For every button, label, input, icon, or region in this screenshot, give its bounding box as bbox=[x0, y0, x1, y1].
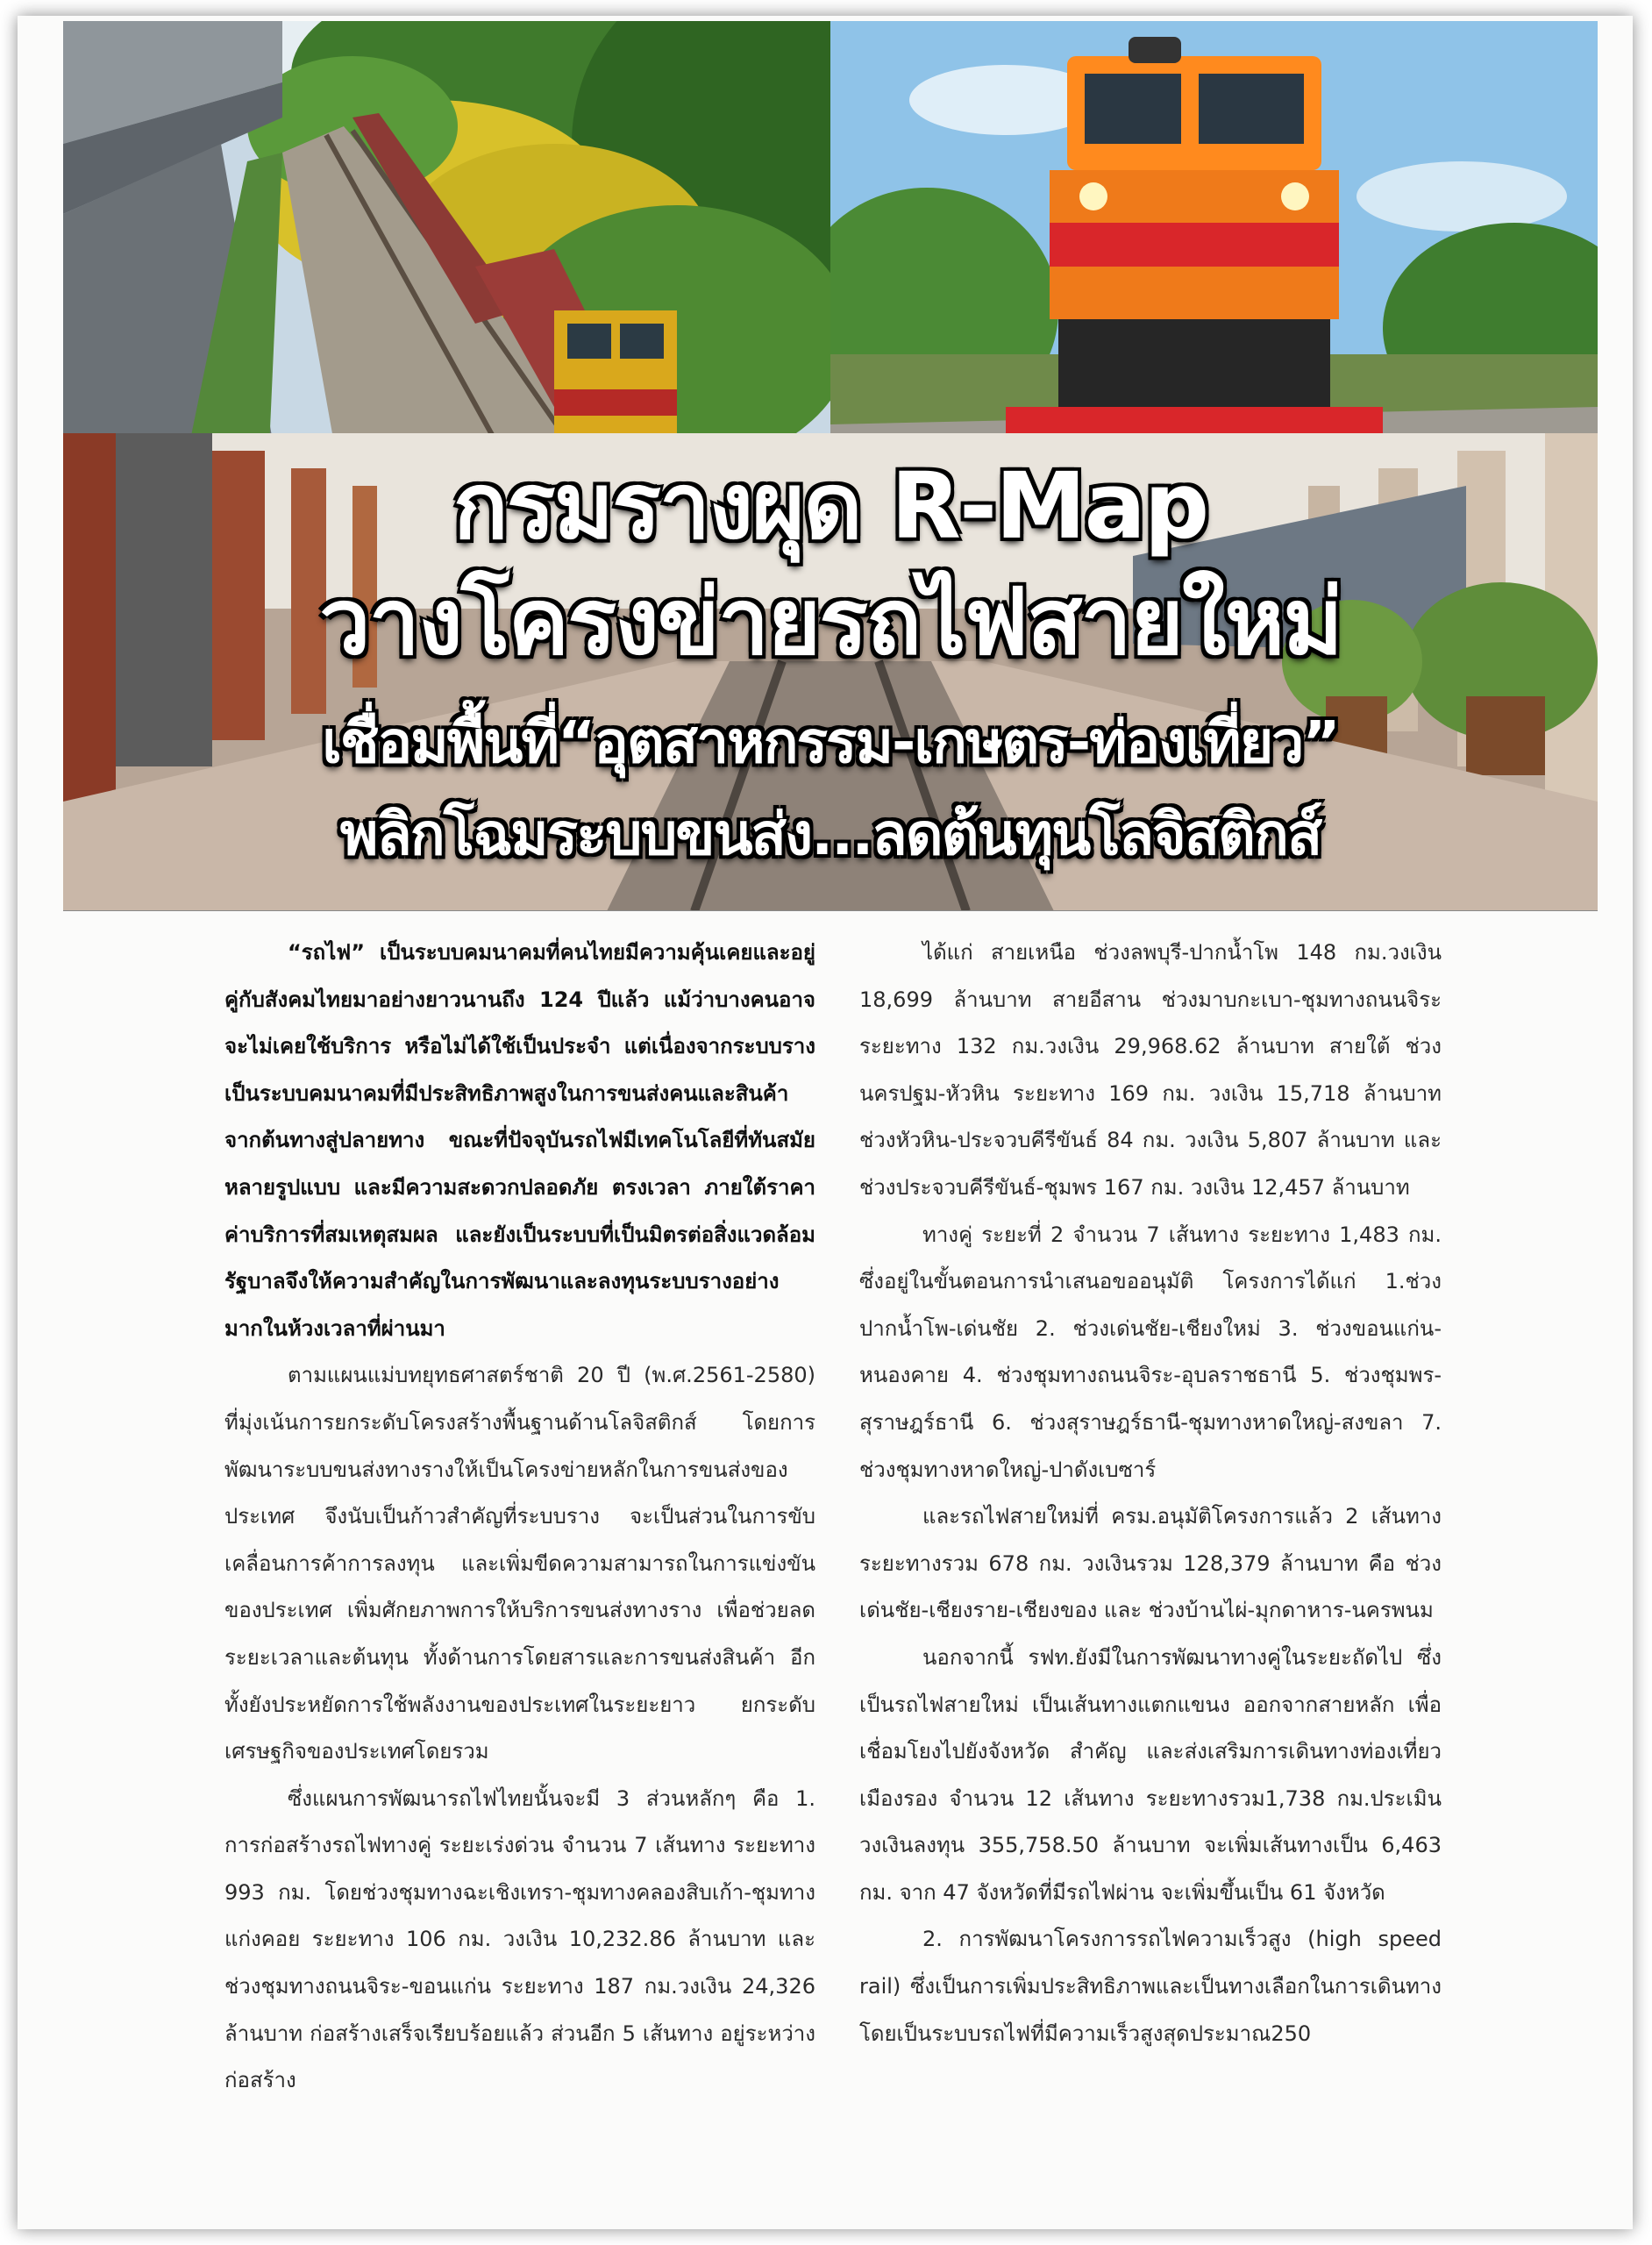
lead-paragraph: “รถไฟ” เป็นระบบคมนาคมที่คนไทยมีความคุ้นเคยและอยู่คู่กับสังคมไทยมาอย่างยาวนานถึง 124 ปีแล้ว แม้ว่าบางคนอาจจะไม่เคยใช้บริการ หรือไม่ได้ใช้เป็นประจำ แต่เนื่องจากระบบราง เป็นระบบคมนาคมที่มีประสิทธิภาพสูงในการขนส่งคนและสินค้าจากต้นทางสู่ปลายทาง ขณะที่ปัจจุบันรถไฟมีเทคโนโลยีที่ทันสมัย หลายรูปแบบ และมีความสะดวกปลอดภัย ตรงเวลา ภายใต้ราคาค่าบริการที่สมเหตุสมผล และยังเป็นระบบที่เป็นมิตรต่อสิ่งแวดล้อม รัฐบาลจึงให้ความสำคัญในการพัฒนาและลงทุนระบบรางอย่างมากในห้วงเวลาที่ผ่านมา bbox=[224, 940, 815, 1341]
body-paragraph: นอกจากนี้ รฟท.ยังมีในการพัฒนาทางคู่ในระยะถัดไป ซึ่งเป็นรถไฟสายใหม่ เป็นเส้นทางแตกแขนง ออกจากสายหลัก เพื่อเชื่อมโยงไปยังจังหวัด สำคัญ และส่งเสริมการเดินทางท่องเที่ยวเมืองรอง จำนวน 12 เส้นทาง ระยะทางรวม1,738 กม.ประเมินวงเงินลงทุน 355,758.50 ล้านบาท จะเพิ่มเส้นทางเป็น 6,463 กม. จาก 47 จังหวัดที่มีรถไฟผ่าน จะเพิ่มขึ้นเป็น 61 จังหวัด bbox=[859, 1644, 1442, 1905]
headline-line-2: วางโครงข่ายรถไฟสายใหม่ bbox=[319, 568, 1342, 675]
body-paragraph: 2. การพัฒนาโครงการรถไฟความเร็วสูง (high speed rail) ซึ่งเป็นการเพิ่มประสิทธิภาพและเป็นทางเลือกในการเดินทาง โดยเป็นระบบรถไฟที่มีความเร็วสูงสุดประมาณ250 bbox=[859, 1927, 1442, 2046]
body-paragraph: ทางคู่ ระยะที่ 2 จำนวน 7 เส้นทาง ระยะทาง 1,483 กม. ซึ่งอยู่ในขั้นตอนการนำเสนอขออนุมัติ โครงการได้แก่ 1.ช่วงปากน้ำโพ-เด่นชัย 2. ช่วงเด่นชัย-เชียงใหม่ 3. ช่วงขอนแก่น-หนองคาย 4. ช่วงชุมทางถนนจิระ-อุบลราชธานี 5. ช่วงชุมพร-สุราษฎร์ธานี 6. ช่วงสุราษฎร์ธานี-ชุมทางหาดใหญ่-สงขลา 7. ช่วงชุมทางหาดใหญ่-ปาดังเบซาร์ bbox=[859, 1222, 1442, 1482]
body-paragraph: ได้แก่ สายเหนือ ช่วงลพบุรี-ปากน้ำโพ 148 กม.วงเงิน 18,699 ล้านบาท สายอีสาน ช่วงมาบกะเบา-ชุมทางถนนจิระ ระยะทาง 132 กม.วงเงิน 29,968.62 ล้านบาท สายใต้ ช่วงนครปฐม-หัวหิน ระยะทาง 169 กม. วงเงิน 15,718 ล้านบาท ช่วงหัวหิน-ประจวบคีรีขันธ์ 84 กม. วงเงิน 5,807 ล้านบาท และช่วงประจวบคีรีขันธ์-ชุมพร 167 กม. วงเงิน 12,457 ล้านบาท bbox=[859, 940, 1442, 1200]
body-paragraph: และรถไฟสายใหม่ที่ ครม.อนุมัติโครงการแล้ว 2 เส้นทาง ระยะทางรวม 678 กม. วงเงินรวม 128,379 ล้านบาท คือ ช่วงเด่นชัย-เชียงราย-เชียงของ และ ช่วงบ้านไผ่-มุกดาหาร-นครพนม bbox=[859, 1504, 1442, 1623]
body-paragraph: ซึ่งแผนการพัฒนารถไฟไทยนั้นจะมี 3 ส่วนหลักๆ คือ 1. การก่อสร้างรถไฟทางคู่ ระยะเร่งด่วน จำนวน 7 เส้นทาง ระยะทาง 993 กม. โดยช่วงชุมทางฉะเชิงเทรา-ชุมทางคลองสิบเก้า-ชุมทางแก่งคอย ระยะทาง 106 กม. วงเงิน 10,232.86 ล้านบาท และช่วงชุมทางถนนจิระ-ขอนแก่น ระยะทาง 187 กม.วงเงิน 24,326 ล้านบาท ก่อสร้างเสร็จเรียบร้อยแล้ว ส่วนอีก 5 เส้นทาง อยู่ระหว่างก่อสร้าง bbox=[224, 1785, 815, 2093]
headline-line-1: กรมรางผุด R-Map bbox=[452, 453, 1208, 559]
body-paragraph: ตามแผนแม่บทยุทธศาสตร์ชาติ 20 ปี (พ.ศ.2561-2580) ที่มุ่งเน้นการยกระดับโครงสร้างพื้นฐานด้านโลจิสติกส์ โดยการพัฒนาระบบขนส่งทางรางให้เป็นโครงข่ายหลักในการขนส่งของประเทศ จึงนับเป็นก้าวสำคัญที่ระบบราง จะเป็นส่วนในการขับเคลื่อนการค้าการลงทุน และเพิ่มขีดความสามารถในการแข่งขันของประเทศ เพิ่มศักยภาพการให้บริการขนส่งทางราง เพื่อช่วยลดระยะเวลาและต้นทุน ทั้งด้านการโดยสารและการขนส่งสินค้า อีกทั้งยังประหยัดการใช้พลังงานของประเทศในระยะยาว ยกระดับเศรษฐกิจของประเทศโดยรวม bbox=[224, 1363, 815, 1764]
headline-line-3: เชื่อมพื้นที่“อุตสาหกรรม-เกษตร-ท่องเที่ยว” bbox=[322, 709, 1339, 776]
article-column-left bbox=[224, 930, 815, 2227]
article-column-right bbox=[859, 930, 1442, 2227]
headline-line-4: พลิกโฉมระบบขนส่ง...ลดต้นทุนโลจิสติกส์ bbox=[339, 801, 1321, 868]
hero-photo-collage bbox=[63, 21, 1598, 911]
